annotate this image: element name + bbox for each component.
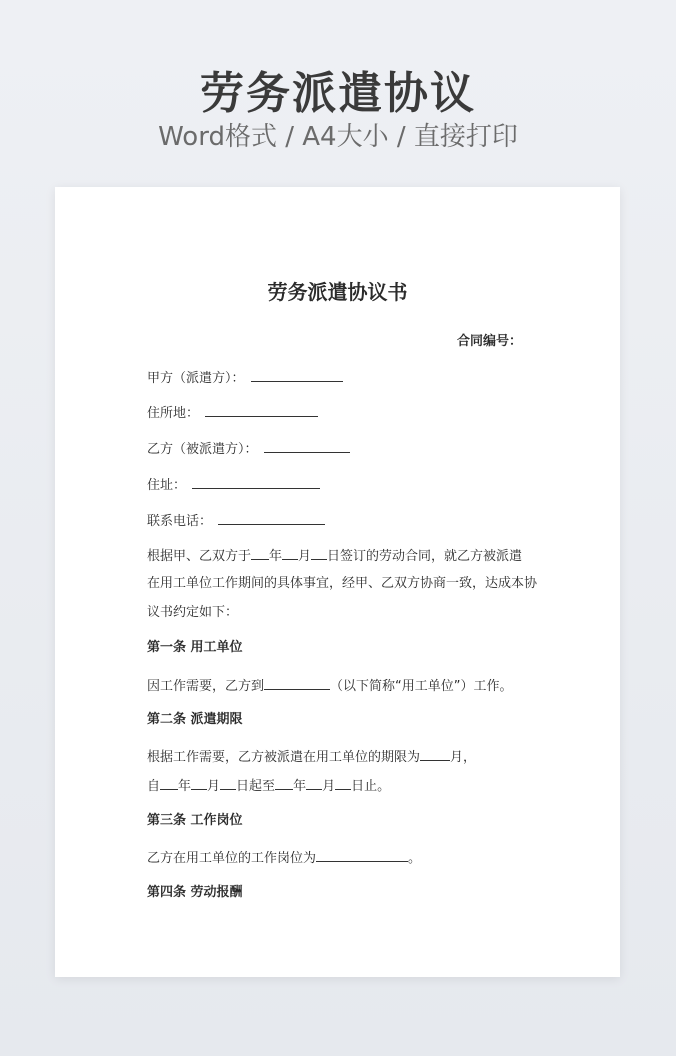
employer-blank (264, 675, 330, 690)
article-3-heading: 第三条 工作岗位 (147, 813, 243, 828)
intro-line-2: 在用工单位工作期间的具体事宜，经甲、乙双方协商一致，达成本协 (147, 576, 538, 591)
year-label: 年 (293, 779, 307, 794)
document-page (55, 187, 620, 977)
start-day-blank (220, 775, 236, 790)
article-2-text: 根据工作需要，乙方被派遣在用工单位的期限为 (147, 750, 421, 765)
banner-title: 劳务派遣协议 (200, 68, 476, 119)
month-label: 月 (207, 779, 221, 794)
article-2-heading: 第二条 派遣期限 (147, 712, 243, 727)
article-2-text: 月， (450, 750, 477, 765)
article-1-text-a: 因工作需要，乙方到 (147, 679, 265, 694)
start-month-blank (191, 775, 207, 790)
intro-text: 日签订的劳动合同，就乙方被派遣 (327, 549, 523, 564)
month-blank (282, 545, 298, 560)
month-label: 月 (298, 549, 312, 564)
year-label: 年 (178, 779, 192, 794)
month-label: 月 (322, 779, 336, 794)
address-label: 住所地： (147, 406, 200, 421)
intro-line-1 (147, 545, 522, 567)
end-label: 日止。 (351, 779, 391, 794)
party-b-blank (264, 438, 350, 453)
article-3-text-b: 。 (408, 851, 422, 866)
banner-subtitle: Word格式 / A4大小 / 直接打印 (158, 122, 518, 152)
months-blank (420, 746, 450, 761)
end-year-blank (275, 775, 293, 790)
residence-label: 住址： (147, 478, 187, 493)
party-b-label: 乙方（被派遣方）： (147, 442, 258, 457)
article-2-line-2 (147, 775, 390, 797)
phone-line (147, 510, 325, 532)
end-day-blank (335, 775, 351, 790)
article-3-text-a: 乙方在用工单位的工作岗位为 (147, 851, 317, 866)
party-a-line (147, 367, 343, 389)
start-year-blank (160, 775, 178, 790)
residence-blank (192, 474, 320, 489)
intro-line-3: 议书约定如下： (147, 605, 239, 620)
article-3-text (147, 847, 421, 869)
intro-text: 根据甲、乙双方于 (147, 549, 252, 564)
address-blank (205, 402, 318, 417)
article-1-heading: 第一条 用工单位 (147, 640, 243, 655)
day-blank (311, 545, 327, 560)
end-month-blank (306, 775, 322, 790)
position-blank (316, 847, 408, 862)
article-4-heading: 第四条 劳动报酬 (147, 885, 243, 900)
year-label: 年 (269, 549, 283, 564)
article-2-line-1 (147, 746, 476, 768)
residence-line (147, 474, 320, 496)
article-1-text-b: （以下简称“用工单位”）工作。 (330, 679, 513, 694)
year-blank (251, 545, 269, 560)
party-a-label: 甲方（派遣方）： (147, 371, 245, 386)
document-title: 劳务派遣协议书 (267, 280, 408, 304)
address-line (147, 402, 318, 424)
party-a-blank (251, 367, 343, 382)
contract-number-label: 合同编号： (456, 334, 522, 349)
to-label: 日起至 (236, 779, 276, 794)
phone-label: 联系电话： (147, 514, 213, 529)
party-b-line (147, 438, 350, 460)
from-label: 自 (147, 779, 161, 794)
article-1-text (147, 675, 513, 697)
phone-blank (218, 510, 325, 525)
